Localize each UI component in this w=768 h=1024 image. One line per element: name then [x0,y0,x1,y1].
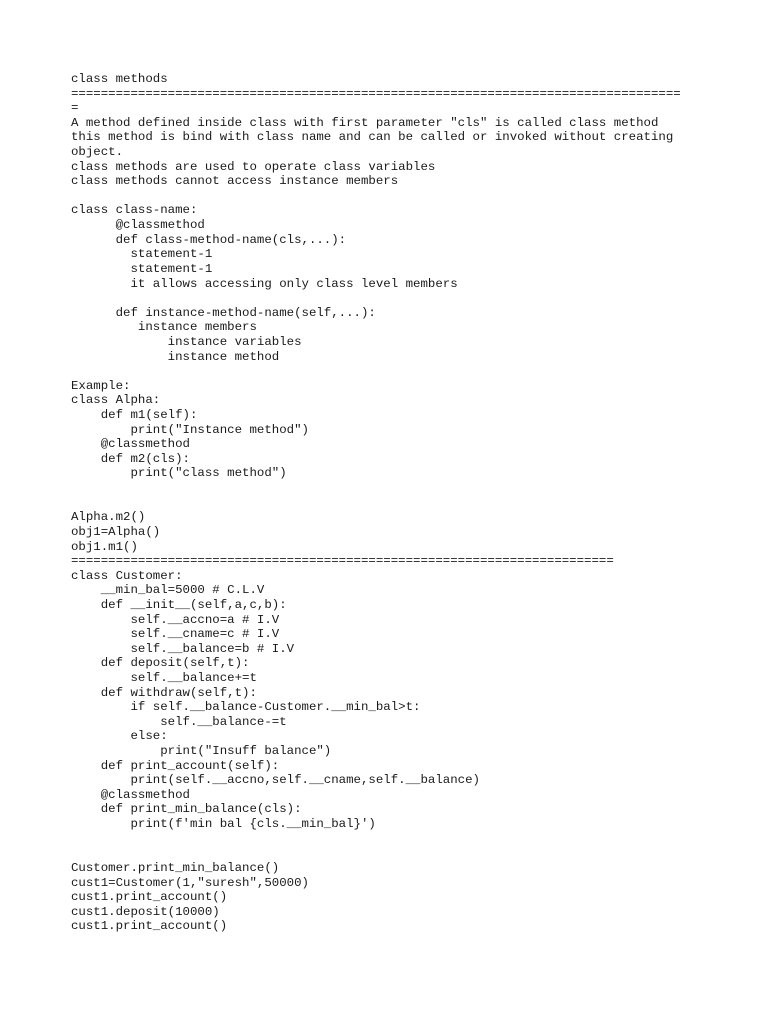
text-line: instance members [71,320,257,335]
text-line: it allows accessing only class level members [71,276,458,291]
text-line: class Customer: [71,568,183,583]
text-line [71,496,751,511]
text-line: = [71,101,79,116]
text-line: print(f'min bal {cls.__min_bal}') [71,817,376,832]
text-line: def m1(self): [71,408,198,423]
text-line: instance variables [71,334,302,349]
text-line: object. [71,145,124,160]
text-line: if self.__balance-Customer.__min_bal>t: [71,700,421,715]
text-line: Example: [71,378,131,393]
text-line [71,189,751,204]
text-line: obj1.m1() [71,539,138,554]
text-line: print("Instance method") [71,422,309,437]
text-line [71,364,751,379]
text-line [71,846,751,861]
text-line [71,832,751,847]
text-line: Customer.print_min_balance() [71,860,280,875]
text-line: class class-name: [71,203,198,218]
text-line: class methods are used to operate class variables [71,159,436,174]
text-line: else: [71,729,168,744]
text-line: A method defined inside class with first parameter "cls" is called class method [71,115,659,130]
text-line: statement-1 [71,261,213,276]
text-line: cust1.deposit(10000) [71,904,220,919]
document-text [71,72,751,934]
text-line: instance method [71,349,280,364]
text-line: @classmethod [71,787,190,802]
text-line: @classmethod [71,437,190,452]
text-line: ========================================================================= [71,554,614,569]
text-line: cust1=Customer(1,"suresh",50000) [71,875,309,890]
text-line: Alpha.m2() [71,510,146,525]
text-line: def class-method-name(cls,...): [71,232,347,247]
text-line [71,481,751,496]
text-line: cust1.print_account() [71,890,228,905]
text-line: def withdraw(self,t): [71,685,257,700]
text-line: self.__balance=b # I.V [71,641,295,656]
text-line: self.__cname=c # I.V [71,627,280,642]
text-line: def __init__(self,a,c,b): [71,597,287,612]
text-line: obj1=Alpha() [71,524,161,539]
text-line: def instance-method-name(self,...): [71,305,376,320]
text-line: def print_account(self): [71,758,280,773]
text-line: cust1.print_account() [71,919,228,934]
text-line: __min_bal=5000 # C.L.V [71,583,265,598]
text-line: class Alpha: [71,393,161,408]
text-line: this method is bind with class name and can be called or invoked without creating [71,130,674,145]
text-line: print("class method") [71,466,287,481]
text-line: print(self.__accno,self.__cname,self.__balance) [71,773,480,788]
text-line [71,291,751,306]
text-line: self.__balance+=t [71,670,257,685]
text-line: class methods cannot access instance members [71,174,399,189]
text-line: @classmethod [71,218,205,233]
text-line: def deposit(self,t): [71,656,250,671]
text-line: statement-1 [71,247,213,262]
text-line: def m2(cls): [71,451,190,466]
text-line: self.__balance-=t [71,714,287,729]
text-line: def print_min_balance(cls): [71,802,302,817]
text-line: class methods [71,72,168,86]
text-line: self.__accno=a # I.V [71,612,280,627]
text-line: print("Insuff balance") [71,744,332,759]
text-line: ================================================================================== [71,86,681,101]
